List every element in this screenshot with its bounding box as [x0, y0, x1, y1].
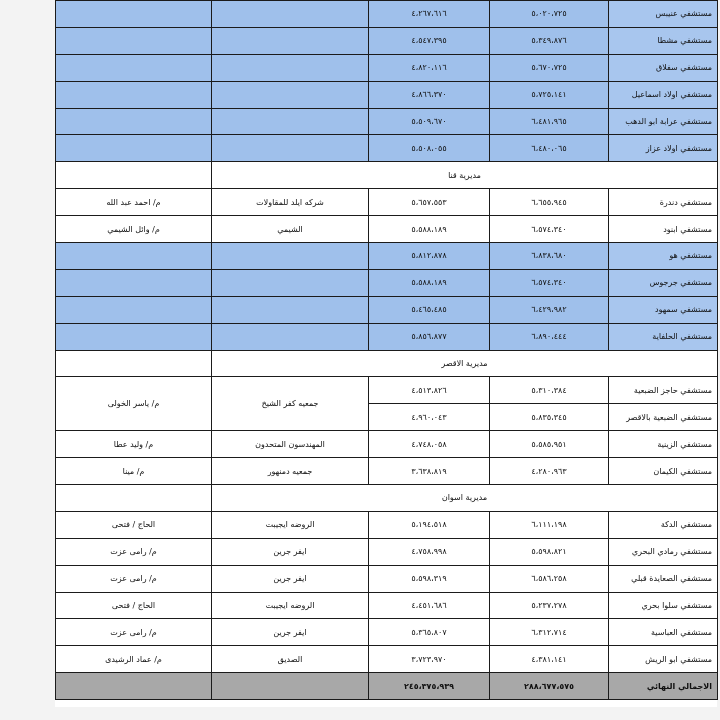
hospital-name-cell: مستشفي الحلفاية [609, 323, 718, 350]
section-header-label: مديرية اسوان [212, 485, 718, 512]
value-cell: ٦،٦٥٥،٩٤٥ [490, 189, 609, 216]
table-row [56, 1, 718, 28]
contractor-cell [212, 54, 369, 81]
value-cell: ٥،٣١٠،٣٨٤ [490, 377, 609, 404]
value-cell: ٤،٧٥٨،٩٩٨ [369, 538, 490, 565]
total-contractor-blank [212, 673, 369, 700]
hospital-name-cell: مستشفي عنيبس [609, 1, 718, 28]
value-cell: ٤،٥١٣،٨٢٦ [369, 377, 490, 404]
contractor-cell [212, 243, 369, 270]
value-cell: ٥،٧٢٥،١٤١ [490, 81, 609, 108]
grand-total-row [56, 673, 718, 700]
value-cell: ٥،٠٢٠،٧٢٥ [490, 1, 609, 28]
value-cell: ٦،٣١٢،٧١٤ [490, 619, 609, 646]
hospital-name-cell: مستشفي دندرة [609, 189, 718, 216]
value-cell: ٤،٥٤٧،٣٩٥ [369, 27, 490, 54]
value-cell: ٥،٦٧٠،٧٢٥ [490, 54, 609, 81]
table-row [56, 54, 718, 81]
owner-cell [56, 296, 212, 323]
contractor-cell: جمعيه كفر الشيخ [212, 377, 369, 431]
value-cell: ٥،٨٥٦،٨٧٧ [369, 323, 490, 350]
owner-cell [56, 269, 212, 296]
value-cell: ٥،٥٩٨،٨٢١ [490, 538, 609, 565]
contractor-cell: ايفر جرين [212, 565, 369, 592]
contractor-cell: ايفر جرين [212, 538, 369, 565]
hospital-contracts-table [55, 0, 718, 700]
value-cell: ٤،٧٤٨،٠٥٨ [369, 431, 490, 458]
contractor-cell [212, 27, 369, 54]
owner-cell: م/ رامى عزت [56, 538, 212, 565]
section-header-blank [56, 485, 212, 512]
value-cell: ٤،٢٦٧،٦١٦ [369, 1, 490, 28]
value-cell: ٣،٧٢٣،٩٧٠ [369, 646, 490, 673]
value-cell: ٥،٥٨٥،٩٥١ [490, 431, 609, 458]
value-cell: ٦،٤٨٠،٠٦٥ [490, 135, 609, 162]
hospital-name-cell: مستشفي الدكة [609, 511, 718, 538]
table-row [56, 565, 718, 592]
value-cell: ٦،٨٣٨،٦٨٠ [490, 243, 609, 270]
hospital-name-cell: مستشفي سفلاق [609, 54, 718, 81]
value-cell: ٥،٥٩٨،٣١٩ [369, 565, 490, 592]
owner-cell [56, 54, 212, 81]
owner-cell: الحاج / فتحى [56, 592, 212, 619]
value-cell: ٤،٨٢٠،١١٦ [369, 54, 490, 81]
owner-cell: م/ وائل الشيمي [56, 216, 212, 243]
contractor-cell: المهندسون المتحدون [212, 431, 369, 458]
table-row [56, 458, 718, 485]
total-owner-blank [56, 673, 212, 700]
value-cell: ٦،٤٨١،٩٦٥ [490, 108, 609, 135]
table-row [56, 619, 718, 646]
hospital-name-cell: مستشفي اولاد عزاز [609, 135, 718, 162]
value-cell: ٦،٨٩٠،٤٤٤ [490, 323, 609, 350]
value-cell: ٥،٣٤٩،٨٧٦ [490, 27, 609, 54]
table-row [56, 296, 718, 323]
table-row [56, 431, 718, 458]
contractor-cell [212, 81, 369, 108]
hospital-name-cell: مستشفي الضبعية بالاقصر [609, 404, 718, 431]
table-row [56, 269, 718, 296]
hospital-name-cell: مستشفي هو [609, 243, 718, 270]
contractor-cell [212, 323, 369, 350]
value-cell: ٦،٥٨٦،٢٥٨ [490, 565, 609, 592]
spreadsheet-sheet [55, 0, 717, 707]
contractor-cell: جمعيه دمنهور [212, 458, 369, 485]
hospital-name-cell: مستشفي اولاد اسماعيل [609, 81, 718, 108]
owner-cell: م/ وليد عطا [56, 431, 212, 458]
value-cell: ٥،٦٥٧،٥٥٣ [369, 189, 490, 216]
value-cell: ٤،٨٦٦،٣٧٠ [369, 81, 490, 108]
value-cell: ٤،٢٨٠،٩٦٣ [490, 458, 609, 485]
hospital-name-cell: مستشفي حاجز الضبعية [609, 377, 718, 404]
value-cell: ٥،٤٦٥،٤٨٥ [369, 296, 490, 323]
owner-cell [56, 108, 212, 135]
table-row [56, 646, 718, 673]
owner-cell [56, 27, 212, 54]
hospital-name-cell: مستشفي الكيمان [609, 458, 718, 485]
contractor-cell: شركه ايلد للمقاولات [212, 189, 369, 216]
section-header-row [56, 350, 718, 377]
owner-cell [56, 135, 212, 162]
total-value-cell: ٢٨٨،٦٧٧،٥٧٥ [490, 673, 609, 700]
value-cell: ٥،٥٠٨،٠٥٥ [369, 135, 490, 162]
total-value-cell: ٢٤٥،٣٧٥،٩٣٩ [369, 673, 490, 700]
hospital-name-cell: مستشفي العباسية [609, 619, 718, 646]
table-row [56, 377, 718, 404]
table-row [56, 27, 718, 54]
owner-cell: م/ احمد عبد الله [56, 189, 212, 216]
owner-cell [56, 1, 212, 28]
contractor-cell [212, 1, 369, 28]
value-cell: ٥،٥٠٩،٦٧٠ [369, 108, 490, 135]
value-cell: ٣،٦٣٨،٨١٩ [369, 458, 490, 485]
section-header-row [56, 485, 718, 512]
owner-cell: م/ ياسر الخولى [56, 377, 212, 431]
owner-cell [56, 81, 212, 108]
table-row [56, 216, 718, 243]
contractor-cell [212, 108, 369, 135]
hospital-name-cell: مستشفي عرابة ابو الدهب [609, 108, 718, 135]
hospital-name-cell: مستشفي سمهود [609, 296, 718, 323]
section-header-label: مديرية قنا [212, 162, 718, 189]
value-cell: ٥،١٩٤،٥١٨ [369, 511, 490, 538]
table-row [56, 135, 718, 162]
table-row [56, 81, 718, 108]
value-cell: ٤،٤٥١،٦٨٦ [369, 592, 490, 619]
section-header-blank [56, 350, 212, 377]
owner-cell: الحاج / فتحى [56, 511, 212, 538]
table-row [56, 189, 718, 216]
hospital-name-cell: مستشفي الزينية [609, 431, 718, 458]
owner-cell: م/ رامى عزت [56, 619, 212, 646]
value-cell: ٥،٥٨٨،١٨٩ [369, 216, 490, 243]
table-row [56, 511, 718, 538]
owner-cell: م/ عماد الرشيدى [56, 646, 212, 673]
hospital-name-cell: مستشفي رمادي البحري [609, 538, 718, 565]
section-header-label: مديرية الاقصر [212, 350, 718, 377]
section-header-row [56, 162, 718, 189]
contractor-cell: ايفر جرين [212, 619, 369, 646]
owner-cell [56, 243, 212, 270]
value-cell: ٥،٥٨٨،١٨٩ [369, 269, 490, 296]
total-label-cell: الاجمالي النهائي [609, 673, 718, 700]
contractor-cell: الروضه ايجيبت [212, 511, 369, 538]
value-cell: ٥،٨٣٥،٣٤٥ [490, 404, 609, 431]
contractor-cell [212, 135, 369, 162]
hospital-name-cell: مستشفي ابو الريش [609, 646, 718, 673]
table-row [56, 243, 718, 270]
value-cell: ٤،٣٨١،١٤١ [490, 646, 609, 673]
table-row [56, 592, 718, 619]
contractor-cell: الروضه ايجيبت [212, 592, 369, 619]
value-cell: ٦،٤٢٩،٩٨٢ [490, 296, 609, 323]
owner-cell [56, 323, 212, 350]
value-cell: ٥،٨١٢،٨٧٨ [369, 243, 490, 270]
section-header-blank [56, 162, 212, 189]
hospital-name-cell: مستشفي ابنود [609, 216, 718, 243]
hospital-name-cell: مستشفي سلوا بحري [609, 592, 718, 619]
value-cell: ٥،٣٦٥،٨٠٧ [369, 619, 490, 646]
contractor-cell [212, 269, 369, 296]
hospital-name-cell: مستشفي مشطا [609, 27, 718, 54]
hospital-name-cell: مستشفي جرجوس [609, 269, 718, 296]
contractor-cell: الشيمي [212, 216, 369, 243]
hospital-name-cell: مستشفي الصعايدة قبلي [609, 565, 718, 592]
owner-cell: م/ مينا [56, 458, 212, 485]
value-cell: ٥،٢٣٧،٢٧٨ [490, 592, 609, 619]
value-cell: ٤،٩٦٠،٠٤٣ [369, 404, 490, 431]
contractor-cell: الصديق [212, 646, 369, 673]
owner-cell: م/ رامى عزت [56, 565, 212, 592]
value-cell: ٦،١١١،١٩٨ [490, 511, 609, 538]
value-cell: ٦،٥٧٤،٣٤٠ [490, 216, 609, 243]
table-row [56, 538, 718, 565]
table-row [56, 323, 718, 350]
value-cell: ٦،٥٧٤،٣٤٠ [490, 269, 609, 296]
contractor-cell [212, 296, 369, 323]
table-row [56, 108, 718, 135]
